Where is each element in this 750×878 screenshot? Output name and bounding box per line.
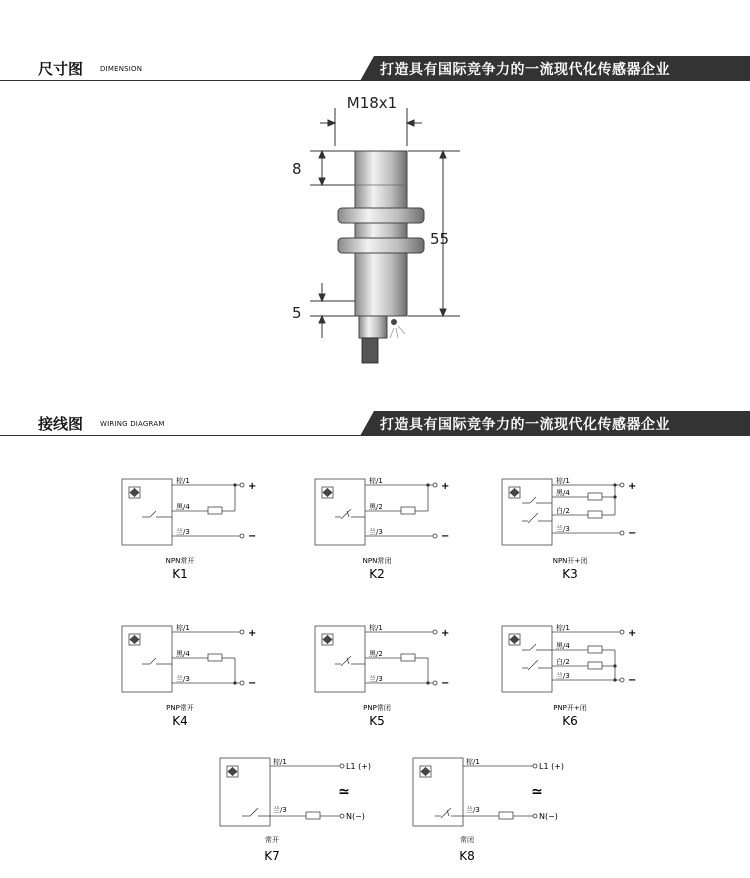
wire-label: 黑/4	[176, 503, 190, 511]
wire-label: 黑/2	[369, 503, 383, 511]
wire-label: 黑/4	[176, 650, 190, 658]
terminal-label: L1 (+)	[346, 762, 372, 771]
wire-label: 兰/3	[556, 672, 570, 680]
wire-label: 黑/4	[556, 489, 570, 497]
wiring-diagram-k8	[411, 756, 591, 871]
diagram-id: K1	[172, 567, 188, 581]
dim-length-label: 55	[430, 230, 450, 248]
wiring-diagram-k5	[313, 622, 463, 732]
wire-label: 兰/3	[556, 525, 570, 533]
terminal-label: +	[628, 628, 637, 639]
wiring-header	[0, 411, 750, 437]
thread-label: M18x1	[346, 94, 398, 112]
terminal-label: +	[248, 481, 257, 492]
wiring-diagram-k3	[500, 475, 650, 585]
terminal-label: +	[248, 628, 257, 639]
nut-lower	[338, 238, 424, 253]
dim-bottom-label: 5	[292, 304, 302, 322]
terminal-label: +	[628, 481, 637, 492]
wire-label: 兰/3	[369, 528, 383, 536]
diagram-id: K8	[459, 849, 475, 863]
wire-label: 白/2	[556, 507, 570, 515]
ac-symbol: ≃	[531, 784, 543, 800]
wiring-diagram-k4	[120, 622, 270, 732]
wire-label: 兰/3	[466, 806, 480, 814]
wire-label: 棕/1	[369, 477, 383, 485]
wire-label: 棕/1	[369, 624, 383, 632]
terminal-label: L1 (+)	[539, 762, 565, 771]
diagram-caption: 常开	[265, 836, 279, 844]
diagram-caption: 常闭	[460, 836, 474, 844]
dimension-drawing	[280, 88, 480, 378]
diagram-caption: NPN常开	[165, 557, 195, 565]
wire-label: 棕/1	[466, 758, 480, 766]
diagram-caption: PNP常闭	[363, 704, 391, 712]
dimension-header	[0, 56, 750, 82]
cable-gland	[359, 316, 387, 338]
dimension-subtitle: DIMENSION	[100, 65, 143, 73]
dimension-title: 尺寸图	[38, 60, 84, 78]
terminal-label: −	[248, 678, 257, 689]
terminal-label: N(−)	[346, 812, 365, 821]
diagram-caption: PNP开+闭	[553, 704, 587, 712]
wire-label: 兰/3	[176, 675, 190, 683]
diagram-id: K4	[172, 714, 188, 728]
diagram-id: K5	[369, 714, 385, 728]
sensor-body	[355, 151, 407, 316]
terminal-label: −	[441, 678, 450, 689]
wiring-title: 接线图	[38, 415, 84, 433]
wire-label: 棕/1	[176, 477, 190, 485]
diagram-caption: NPN常闭	[362, 557, 392, 565]
cable	[362, 338, 378, 363]
wire-label: 棕/1	[556, 477, 570, 485]
terminal-label: N(−)	[539, 812, 558, 821]
diagram-id: K2	[369, 567, 385, 581]
terminal-label: −	[628, 675, 637, 686]
diagram-id: K6	[562, 714, 578, 728]
wire-label: 白/2	[556, 658, 570, 666]
dim-top-label: 8	[292, 160, 302, 178]
diagram-caption: NPN开+闭	[552, 557, 588, 565]
diagram-caption: PNP常开	[166, 704, 194, 712]
wiring-diagram-k2	[313, 475, 463, 585]
wire-label: 兰/3	[273, 806, 287, 814]
terminal-label: −	[248, 531, 257, 542]
led-indicator	[391, 319, 397, 325]
nut-upper	[338, 208, 424, 223]
terminal-label: −	[628, 528, 637, 539]
terminal-label: +	[441, 481, 450, 492]
wire-label: 兰/3	[369, 675, 383, 683]
terminal-label: −	[441, 531, 450, 542]
wiring-subtitle: WIRING DIAGRAM	[100, 420, 165, 428]
ac-symbol: ≃	[338, 784, 350, 800]
wire-label: 棕/1	[176, 624, 190, 632]
wire-label: 棕/1	[556, 624, 570, 632]
wiring-diagram-k6	[500, 622, 650, 732]
wire-label: 兰/3	[176, 528, 190, 536]
diagram-id: K7	[264, 849, 280, 863]
wiring-diagram-k7	[218, 756, 398, 871]
wire-label: 黑/4	[556, 642, 570, 650]
wire-label: 黑/2	[369, 650, 383, 658]
header-divider	[0, 80, 370, 81]
slogan-text: 打造具有国际竞争力的一流现代化传感器企业	[380, 62, 670, 78]
diagram-id: K3	[562, 567, 578, 581]
slogan-text: 打造具有国际竞争力的一流现代化传感器企业	[380, 417, 670, 433]
terminal-label: +	[441, 628, 450, 639]
wire-label: 棕/1	[273, 758, 287, 766]
header-divider	[0, 435, 370, 436]
wiring-diagram-k1	[120, 475, 270, 585]
